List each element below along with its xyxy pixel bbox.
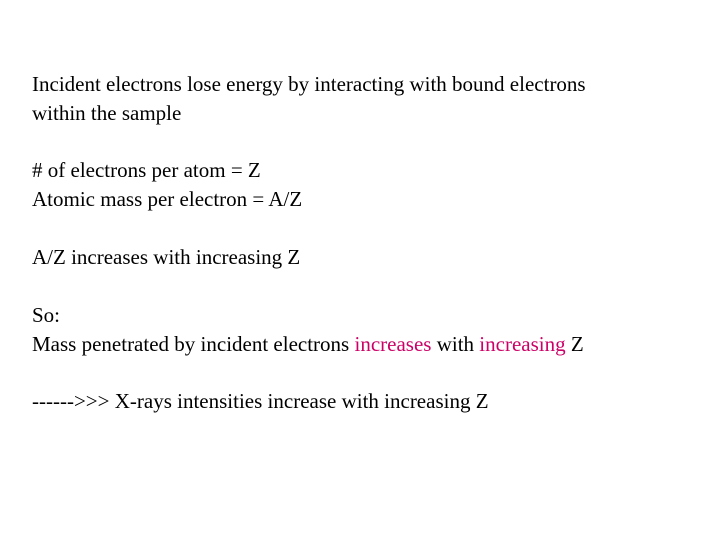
electrons-per-atom-line: # of electrons per atom = Z: [32, 158, 261, 182]
intro-line-1: Incident electrons lose energy by interacting with bound electrons: [32, 72, 586, 96]
mass-penetrated-line: [32, 330, 702, 359]
trend-line: A/Z increases with increasing Z: [32, 245, 301, 269]
mass-suffix-text: Z: [565, 332, 584, 356]
result-line: ------>>> X-rays intensities increase with increasing Z: [32, 389, 489, 413]
mass-middle-text: with: [431, 332, 480, 356]
intro-paragraph: [32, 70, 702, 128]
conclusion-paragraph: [32, 301, 702, 359]
mass-prefix-text: Mass penetrated by incident electrons: [32, 332, 355, 356]
highlight-increases: increases: [354, 332, 432, 356]
so-label: So:: [32, 303, 61, 327]
slide-content: [32, 70, 702, 416]
highlight-increasing: increasing: [479, 332, 566, 356]
trend-paragraph: [32, 243, 702, 272]
result-paragraph: [32, 387, 702, 416]
intro-line-2: within the sample: [32, 101, 182, 125]
definitions-paragraph: [32, 156, 702, 214]
mass-per-electron-line: Atomic mass per electron = A/Z: [32, 187, 303, 211]
